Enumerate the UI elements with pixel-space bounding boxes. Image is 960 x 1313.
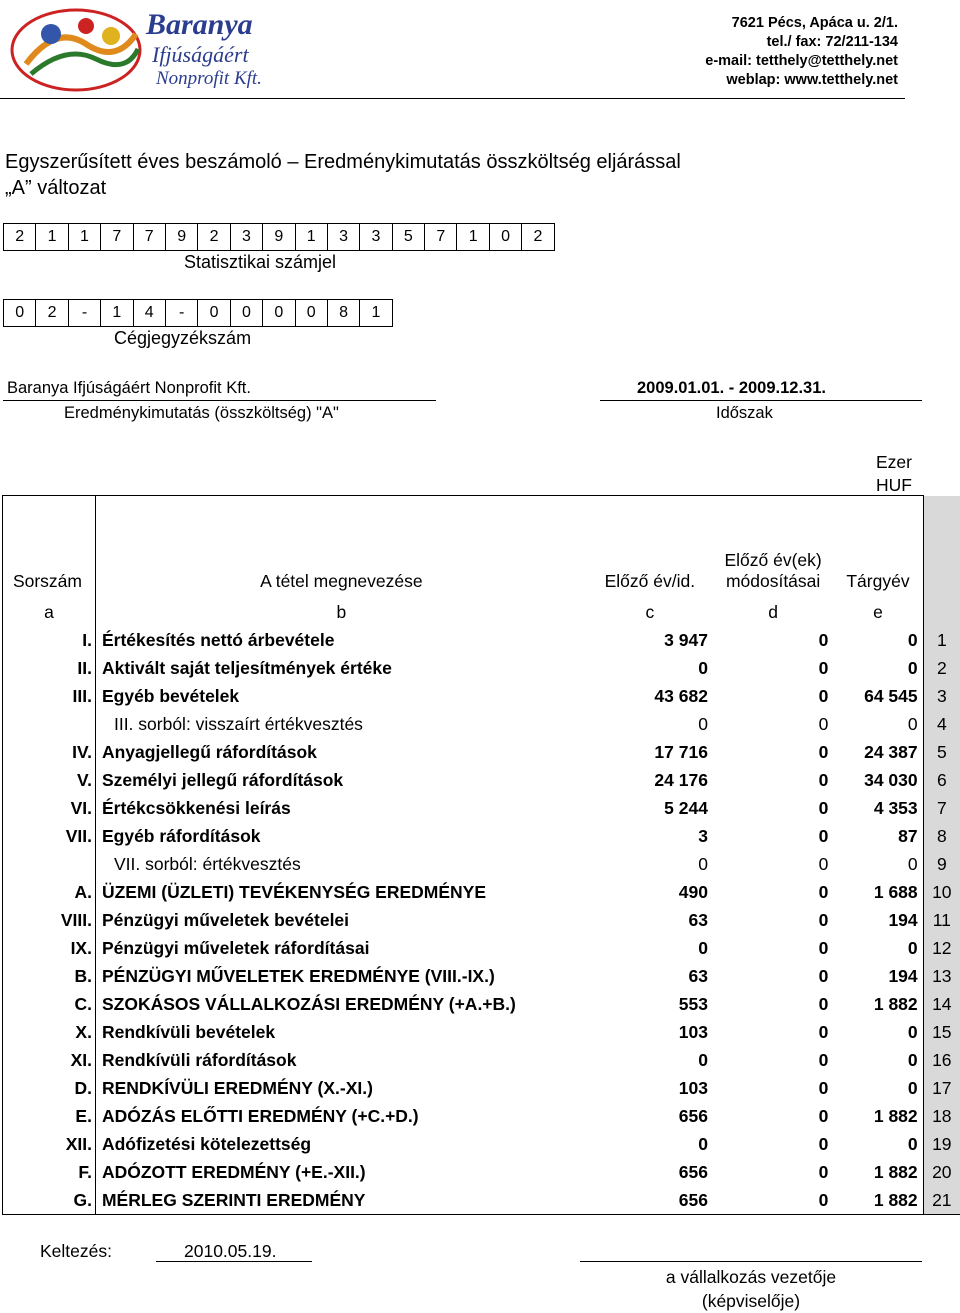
- row-name: Pénzügyi műveletek bevételei: [95, 906, 586, 934]
- row-number: IV.: [3, 738, 96, 766]
- row-current-year: 0: [833, 626, 923, 654]
- row-current-year: 194: [833, 962, 923, 990]
- row-number: X.: [3, 1018, 96, 1046]
- signature-line2: (képviselője): [580, 1289, 922, 1313]
- row-prev-year: 5 244: [587, 794, 713, 822]
- period-underline: [600, 400, 922, 401]
- row-line-number: 14: [923, 990, 960, 1018]
- row-modification: 0: [713, 878, 833, 906]
- row-line-number: 19: [923, 1130, 960, 1158]
- row-name: SZOKÁSOS VÁLLALKOZÁSI EREDMÉNY (+A.+B.): [95, 990, 586, 1018]
- table-letters-row: [3, 598, 960, 626]
- table-row: [3, 1130, 960, 1158]
- company-reg-digit: 0: [198, 299, 230, 327]
- row-line-number: 18: [923, 1102, 960, 1130]
- row-current-year: 1 882: [833, 1158, 923, 1186]
- row-prev-year: 63: [587, 962, 713, 990]
- row-prev-year: 17 716: [587, 738, 713, 766]
- stat-number-boxes: [3, 223, 555, 251]
- row-name: Értékcsökkenési leírás: [95, 794, 586, 822]
- row-current-year: 1 882: [833, 990, 923, 1018]
- logo-emblem-icon: [6, 4, 146, 94]
- row-number: E.: [3, 1102, 96, 1130]
- row-number: [3, 850, 96, 878]
- row-modification: 0: [713, 1130, 833, 1158]
- company-reg-digit: 0: [3, 299, 36, 327]
- row-prev-year: 0: [587, 934, 713, 962]
- row-line-number: 1: [923, 626, 960, 654]
- header-tetel: A tétel megnevezése: [95, 496, 586, 599]
- unit-label: [876, 451, 912, 497]
- row-line-number: 8: [923, 822, 960, 850]
- table-row: [3, 710, 960, 738]
- row-name: MÉRLEG SZERINTI EREDMÉNY: [95, 1186, 586, 1215]
- company-reg-boxes: [3, 299, 393, 327]
- company-reg-digit: 0: [296, 299, 328, 327]
- stat-number-digit: 7: [101, 223, 133, 251]
- contact-block: [705, 14, 898, 90]
- row-modification: 0: [713, 626, 833, 654]
- row-number: B.: [3, 962, 96, 990]
- row-current-year: 1 688: [833, 878, 923, 906]
- row-number: I.: [3, 626, 96, 654]
- letter-b: b: [95, 598, 586, 626]
- row-number: F.: [3, 1158, 96, 1186]
- row-line-number: 17: [923, 1074, 960, 1102]
- row-current-year: 1 882: [833, 1102, 923, 1130]
- row-name: Egyéb bevételek: [95, 682, 586, 710]
- table-row: [3, 822, 960, 850]
- row-prev-year: 656: [587, 1186, 713, 1215]
- row-prev-year: 490: [587, 878, 713, 906]
- table-row: [3, 1158, 960, 1186]
- stat-number-digit: 1: [296, 223, 328, 251]
- stat-number-caption: Statisztikai számjel: [184, 252, 336, 273]
- row-current-year: 0: [833, 1074, 923, 1102]
- logo-text-line2: Ifjúságáért: [152, 42, 249, 68]
- table-row: [3, 1046, 960, 1074]
- row-line-number: 12: [923, 934, 960, 962]
- row-modification: 0: [713, 934, 833, 962]
- letter-d: d: [713, 598, 833, 626]
- row-name: Egyéb ráfordítások: [95, 822, 586, 850]
- table-row: [3, 962, 960, 990]
- row-prev-year: 103: [587, 1074, 713, 1102]
- stat-number-digit: 0: [490, 223, 522, 251]
- letter-e: e: [833, 598, 923, 626]
- row-name: Rendkívüli bevételek: [95, 1018, 586, 1046]
- header-line-col: [923, 496, 960, 599]
- table-row: [3, 878, 960, 906]
- row-prev-year: 553: [587, 990, 713, 1018]
- row-name: Aktivált saját teljesítmények értéke: [95, 654, 586, 682]
- row-current-year: 0: [833, 1130, 923, 1158]
- row-number: VII.: [3, 822, 96, 850]
- contact-web: weblap: www.tetthely.net: [705, 71, 898, 90]
- table-row: [3, 1102, 960, 1130]
- row-name: Adófizetési kötelezettség: [95, 1130, 586, 1158]
- row-modification: 0: [713, 682, 833, 710]
- row-modification: 0: [713, 1102, 833, 1130]
- company-underline: [3, 400, 436, 401]
- period-label: Időszak: [716, 404, 773, 423]
- contact-address: 7621 Pécs, Apáca u. 2/1.: [705, 14, 898, 33]
- row-name: ADÓZOTT EREDMÉNY (+E.-XII.): [95, 1158, 586, 1186]
- row-line-number: 10: [923, 878, 960, 906]
- row-prev-year: 0: [587, 1046, 713, 1074]
- row-current-year: 0: [833, 1046, 923, 1074]
- stat-number-digit: 1: [69, 223, 101, 251]
- row-name: ADÓZÁS ELŐTTI EREDMÉNY (+C.+D.): [95, 1102, 586, 1130]
- stat-number-digit: 9: [263, 223, 295, 251]
- row-modification: 0: [713, 1074, 833, 1102]
- period-value: 2009.01.01. - 2009.12.31.: [637, 379, 826, 398]
- row-name: Értékesítés nettó árbevétele: [95, 626, 586, 654]
- row-prev-year: 3: [587, 822, 713, 850]
- logo-text-line3: Nonprofit Kft.: [156, 68, 262, 90]
- signature-line: [580, 1261, 922, 1262]
- unit-line2: HUF: [876, 474, 912, 497]
- row-number: V.: [3, 766, 96, 794]
- row-number: XI.: [3, 1046, 96, 1074]
- row-prev-year: 0: [587, 1130, 713, 1158]
- header-modositas: Előző év(ek) módosításai: [713, 496, 833, 599]
- row-line-number: 11: [923, 906, 960, 934]
- unit-line1: Ezer: [876, 451, 912, 474]
- header-sorszam: Sorszám: [3, 496, 96, 599]
- row-prev-year: 0: [587, 850, 713, 878]
- table-row: [3, 990, 960, 1018]
- company-reg-digit: 8: [328, 299, 360, 327]
- row-current-year: 87: [833, 822, 923, 850]
- stat-number-digit: 1: [457, 223, 489, 251]
- signature-line1: a vállalkozás vezetője: [580, 1265, 922, 1289]
- row-modification: 0: [713, 962, 833, 990]
- row-line-number: 13: [923, 962, 960, 990]
- company-reg-digit: -: [166, 299, 198, 327]
- row-current-year: 0: [833, 934, 923, 962]
- row-line-number: 7: [923, 794, 960, 822]
- row-prev-year: 0: [587, 654, 713, 682]
- row-prev-year: 656: [587, 1158, 713, 1186]
- stat-number-digit: 9: [166, 223, 198, 251]
- stat-number-digit: 7: [134, 223, 166, 251]
- title-line1: Egyszerűsített éves beszámoló – Eredménykimutatás összköltség eljárással: [5, 149, 681, 175]
- row-name: RENDKÍVÜLI EREDMÉNY (X.-XI.): [95, 1074, 586, 1102]
- contact-email: e-mail: tetthely@tetthely.net: [705, 52, 898, 71]
- company-reg-caption: Cégjegyzékszám: [114, 328, 251, 349]
- table-row: [3, 850, 960, 878]
- row-number: XII.: [3, 1130, 96, 1158]
- stat-number-digit: 2: [198, 223, 230, 251]
- row-number: G.: [3, 1186, 96, 1215]
- row-modification: 0: [713, 822, 833, 850]
- row-prev-year: 103: [587, 1018, 713, 1046]
- row-number: D.: [3, 1074, 96, 1102]
- document-title: [5, 149, 681, 201]
- row-current-year: 0: [833, 710, 923, 738]
- company-reg-digit: 1: [101, 299, 133, 327]
- letters-line-col: [923, 598, 960, 626]
- row-prev-year: 656: [587, 1102, 713, 1130]
- table-row: [3, 654, 960, 682]
- header-targyev: Tárgyév: [833, 496, 923, 599]
- row-line-number: 3: [923, 682, 960, 710]
- row-current-year: 4 353: [833, 794, 923, 822]
- row-line-number: 6: [923, 766, 960, 794]
- row-modification: 0: [713, 906, 833, 934]
- row-prev-year: 63: [587, 906, 713, 934]
- row-modification: 0: [713, 654, 833, 682]
- company-logo: [6, 4, 274, 94]
- row-modification: 0: [713, 794, 833, 822]
- row-modification: 0: [713, 766, 833, 794]
- date-underline: [156, 1261, 312, 1262]
- row-prev-year: 3 947: [587, 626, 713, 654]
- row-modification: 0: [713, 990, 833, 1018]
- row-modification: 0: [713, 710, 833, 738]
- row-number: [3, 710, 96, 738]
- row-current-year: 0: [833, 1018, 923, 1046]
- stat-number-digit: 3: [360, 223, 392, 251]
- contact-phone: tel./ fax: 72/211-134: [705, 33, 898, 52]
- row-current-year: 0: [833, 654, 923, 682]
- company-reg-digit: 0: [231, 299, 263, 327]
- logo-text-line1: Baranya: [146, 8, 253, 42]
- stat-number-digit: 2: [522, 223, 554, 251]
- company-reg-digit: -: [69, 299, 101, 327]
- row-modification: 0: [713, 1018, 833, 1046]
- stat-number-digit: 1: [36, 223, 68, 251]
- letter-a: a: [3, 598, 96, 626]
- stat-number-digit: 7: [425, 223, 457, 251]
- statement-name: Eredménykimutatás (összköltség) "A": [64, 404, 339, 423]
- row-name: ÜZEMI (ÜZLETI) TEVÉKENYSÉG EREDMÉNYE: [95, 878, 586, 906]
- table-row: [3, 794, 960, 822]
- company-name: Baranya Ifjúságáért Nonprofit Kft.: [7, 379, 251, 398]
- row-current-year: 194: [833, 906, 923, 934]
- row-number: VIII.: [3, 906, 96, 934]
- row-prev-year: 0: [587, 710, 713, 738]
- company-reg-digit: 0: [263, 299, 295, 327]
- row-line-number: 20: [923, 1158, 960, 1186]
- table-row: [3, 1074, 960, 1102]
- row-number: III.: [3, 682, 96, 710]
- row-name: PÉNZÜGYI MŰVELETEK EREDMÉNYE (VIII.-IX.): [95, 962, 586, 990]
- row-line-number: 5: [923, 738, 960, 766]
- income-statement-table: [2, 495, 960, 1215]
- date-label: Keltezés:: [40, 1241, 112, 1262]
- stat-number-digit: 3: [328, 223, 360, 251]
- table-row: [3, 738, 960, 766]
- stat-number-digit: 3: [231, 223, 263, 251]
- row-current-year: 0: [833, 850, 923, 878]
- row-number: A.: [3, 878, 96, 906]
- row-name: Rendkívüli ráfordítások: [95, 1046, 586, 1074]
- row-modification: 0: [713, 738, 833, 766]
- table-header-row: [3, 496, 960, 599]
- row-number: VI.: [3, 794, 96, 822]
- row-line-number: 2: [923, 654, 960, 682]
- row-line-number: 15: [923, 1018, 960, 1046]
- row-prev-year: 24 176: [587, 766, 713, 794]
- row-current-year: 24 387: [833, 738, 923, 766]
- row-prev-year: 43 682: [587, 682, 713, 710]
- row-modification: 0: [713, 1046, 833, 1074]
- table-row: [3, 906, 960, 934]
- row-number: IX.: [3, 934, 96, 962]
- row-current-year: 1 882: [833, 1186, 923, 1215]
- table-row: [3, 1018, 960, 1046]
- header-elozo: Előző év/id.: [587, 496, 713, 599]
- table-row: [3, 682, 960, 710]
- row-current-year: 34 030: [833, 766, 923, 794]
- date-value: 2010.05.19.: [184, 1241, 276, 1262]
- stat-number-digit: 2: [3, 223, 36, 251]
- row-modification: 0: [713, 850, 833, 878]
- signature-caption: [580, 1265, 922, 1313]
- letter-c: c: [587, 598, 713, 626]
- row-name: VII. sorból: értékvesztés: [95, 850, 586, 878]
- title-line2: „A” változat: [5, 175, 681, 201]
- stat-number-digit: 5: [393, 223, 425, 251]
- row-name: Személyi jellegű ráfordítások: [95, 766, 586, 794]
- row-name: III. sorból: visszaírt értékvesztés: [95, 710, 586, 738]
- company-reg-digit: 1: [360, 299, 392, 327]
- row-line-number: 21: [923, 1186, 960, 1215]
- table-row: [3, 766, 960, 794]
- row-line-number: 4: [923, 710, 960, 738]
- table-row: [3, 934, 960, 962]
- company-reg-digit: 4: [134, 299, 166, 327]
- row-number: II.: [3, 654, 96, 682]
- row-line-number: 9: [923, 850, 960, 878]
- row-modification: 0: [713, 1186, 833, 1215]
- row-name: Pénzügyi műveletek ráfordításai: [95, 934, 586, 962]
- table-row: [3, 1186, 960, 1215]
- table-row: [3, 626, 960, 654]
- row-line-number: 16: [923, 1046, 960, 1074]
- company-reg-digit: 2: [36, 299, 68, 327]
- row-number: C.: [3, 990, 96, 1018]
- row-current-year: 64 545: [833, 682, 923, 710]
- row-name: Anyagjellegű ráfordítások: [95, 738, 586, 766]
- row-modification: 0: [713, 1158, 833, 1186]
- header-divider: [0, 98, 905, 99]
